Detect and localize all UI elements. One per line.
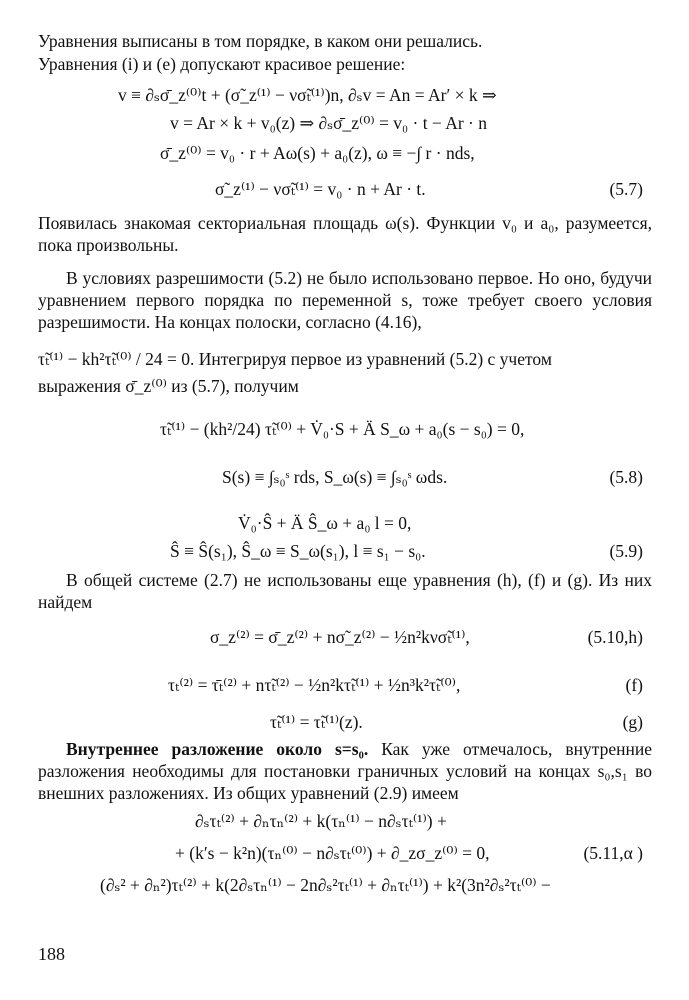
paragraph-5-heading: Внутреннее разложение около s=s₀. bbox=[66, 739, 369, 759]
eq-number-5-7: (5.7) bbox=[609, 179, 643, 199]
paragraph-2: Появилась знакомая секториальная площадь ω(s). Функции v₀ и a₀, разумеется, пока произвольны. bbox=[38, 213, 652, 255]
paragraph-3b: τ̃ₜ⁽¹⁾ − kh²τ̃ₜ⁽⁰⁾ / 24 = 0. Интегрируя первое из уравнений (5.2) с учетом bbox=[38, 349, 552, 369]
equation-7: V̇₀·Ŝ + Ä Ŝ_ω + a₀ l = 0, bbox=[238, 513, 412, 533]
eq-number-g: (g) bbox=[622, 712, 643, 732]
paragraph-4: В общей системе (2.7) не использованы еще уравнения (h), (f) и (g). Из них найдем bbox=[38, 570, 652, 612]
equation-2: v = Ar × k + v₀(z) ⇒ ∂ₛσ̄_z⁽⁰⁾ = v₀ · t − Ar · n bbox=[170, 113, 488, 133]
eq-number-5-9: (5.9) bbox=[609, 541, 643, 561]
eq-number-5-8: (5.8) bbox=[609, 467, 643, 487]
equation-14: (∂ₛ² + ∂ₙ²)τₜ⁽²⁾ + k(2∂ₛτₙ⁽¹⁾ − 2n∂ₛ²τₜ⁽¹⁾ + ∂ₙτₜ⁽¹⁾) + k²(3n²∂ₛ²τₜ⁽⁰⁾ − bbox=[100, 875, 551, 895]
equation-1: v ≡ ∂ₛσ̄_z⁽⁰⁾t + (σ̃_z⁽¹⁾ − νσ̃ₜ⁽¹⁾)n, ∂ₛv = An = Ar′ × k ⇒ bbox=[118, 85, 497, 105]
equation-6: S(s) ≡ ∫ₛ₀ˢ rds, S_ω(s) ≡ ∫ₛ₀ˢ ωds. bbox=[222, 467, 448, 487]
paragraph-3c: выражения σ̄_z⁽⁰⁾ из (5.7), получим bbox=[38, 376, 299, 396]
paragraph-5 bbox=[38, 738, 652, 804]
eq-number-5-11-alpha: (5.11,α ) bbox=[583, 843, 643, 863]
equation-13: + (k′s − k²n)(τₙ⁽⁰⁾ − n∂ₛτₜ⁽⁰⁾) + ∂_zσ_z⁽⁰⁾ = 0, bbox=[175, 843, 490, 863]
equation-3: σ̄_z⁽⁰⁾ = v₀ · r + Aω(s) + a₀(z), ω ≡ −∫ r · nds, bbox=[160, 143, 475, 163]
paragraph-1-line-1: Уравнения выписаны в том порядке, в каком они решались. bbox=[38, 31, 483, 51]
equation-11: τ̃ₜ⁽¹⁾ = τ̃ₜ⁽¹⁾(z). bbox=[270, 712, 363, 732]
equation-10: τₜ⁽²⁾ = τ̄ₜ⁽²⁾ + nτ̃ₜ⁽²⁾ − ½n²kτ̃ₜ⁽¹⁾ + ½n³k²τ̃ₜ⁽⁰⁾, bbox=[168, 675, 461, 695]
equation-9: σ_z⁽²⁾ = σ̄_z⁽²⁾ + nσ̃_z⁽²⁾ − ½n²kνσ̃ₜ⁽¹⁾, bbox=[210, 627, 470, 647]
equation-5: τ̃ₜ⁽¹⁾ − (kh²/24) τ̃ₜ⁽⁰⁾ + V̇₀·S + Ä S_ω + a₀(s − s₀) = 0, bbox=[160, 419, 525, 439]
paragraph-3a: В условиях разрешимости (5.2) не было использовано первое. Но оно, будучи уравнением первого порядка по переменной s, тоже требует своего условия разрешимости. На концах полоски, согласно (4.16), bbox=[38, 268, 652, 332]
equation-4: σ̃_z⁽¹⁾ − νσ̃ₜ⁽¹⁾ = v₀ · n + Ar · t. bbox=[215, 179, 426, 199]
page-number: 188 bbox=[38, 944, 65, 964]
paragraph-1-line-2: Уравнения (i) и (e) допускают красивое решение: bbox=[38, 54, 406, 74]
paragraph-5-text: Как уже отмечалось, внутренние разложения необходимы для постановки граничных условий на концах s₀,s₁ во внешних разложениях. Из общих уравнений (2.9) имеем bbox=[38, 739, 652, 803]
equation-12: ∂ₛτₜ⁽²⁾ + ∂ₙτₙ⁽²⁾ + k(τₙ⁽¹⁾ − n∂ₛτₜ⁽¹⁾) + bbox=[195, 811, 447, 831]
equation-8: Ŝ ≡ Ŝ(s₁), Ŝ_ω ≡ S_ω(s₁), l ≡ s₁ − s₀. bbox=[170, 541, 426, 561]
eq-number-5-10-h: (5.10,h) bbox=[587, 627, 643, 647]
eq-number-f: (f) bbox=[625, 675, 643, 695]
